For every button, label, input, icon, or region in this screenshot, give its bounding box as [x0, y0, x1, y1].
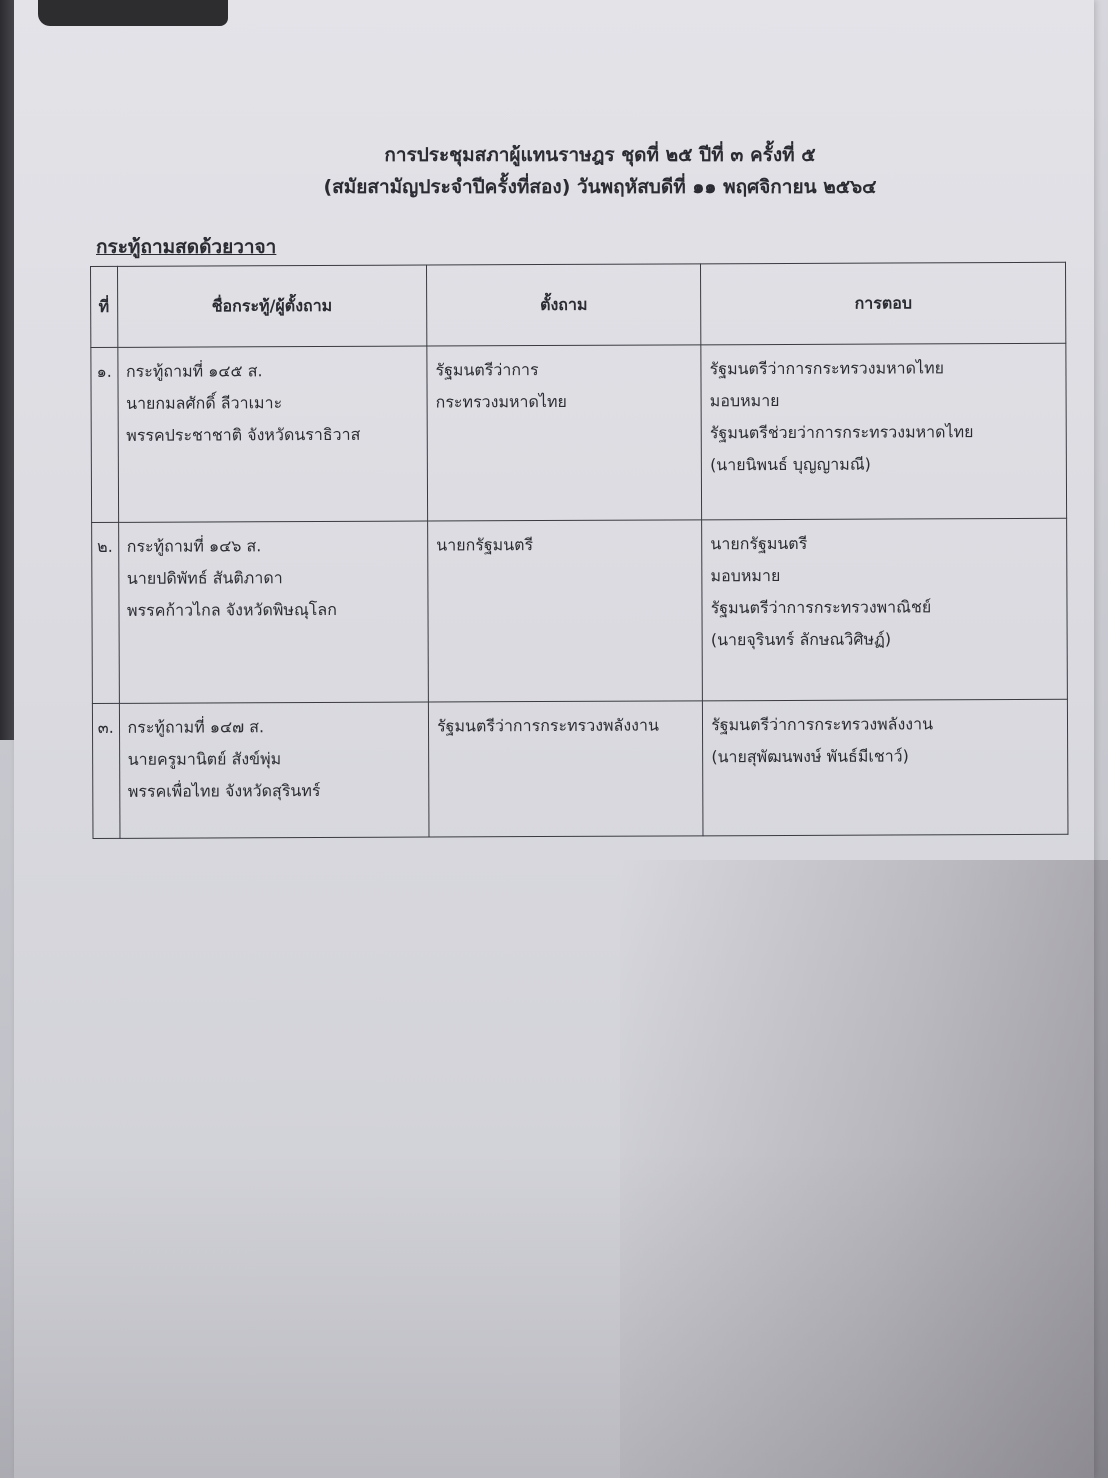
- row-name-cell: [119, 702, 429, 838]
- answer-line: นายกรัฐมนตรี: [710, 533, 808, 554]
- document-title-line1: การประชุมสภาผู้แทนราษฎร ชุดที่ ๒๕ ปีที่ ๓ ครั้งที่ ๕: [384, 144, 816, 166]
- row-ask-cell: [427, 345, 702, 521]
- interpellation-table: [90, 262, 1068, 839]
- section-heading: กระทู้ถามสดด้วยวาจา: [96, 236, 277, 258]
- answer-line: มอบหมาย: [709, 390, 780, 411]
- table-row: [92, 699, 1068, 838]
- row-number: ๑.: [91, 347, 118, 522]
- row-name-cell: [117, 346, 427, 522]
- answer-line: รัฐมนตรีว่าการกระทรวงพาณิชย์: [710, 597, 932, 618]
- header-ask: ตั้งถาม: [427, 264, 701, 346]
- row-number: ๓.: [92, 703, 119, 838]
- name-line: พรรคประชาชาติ จังหวัดนราธิวาส: [126, 424, 361, 445]
- table-row: [91, 343, 1067, 522]
- answer-line: (นายจุรินทร์ ลักษณวิศิษฏ์): [710, 629, 892, 650]
- row-answer-cell: [701, 343, 1067, 520]
- name-line: นายกมลศักดิ์ ลีวาเมาะ: [126, 393, 283, 413]
- row-answer-cell: [703, 699, 1068, 836]
- answer-line: รัฐมนตรีว่าการกระทรวงมหาดไทย: [709, 358, 945, 379]
- ask-line: นายกรัฐมนตรี: [436, 535, 534, 555]
- answer-line: (นายสุพัฒนพงษ์ พันธ์มีเชาว์): [711, 746, 909, 767]
- header-name: ชื่อกระทู้/ผู้ตั้งถาม: [117, 265, 427, 347]
- name-line: กระทู้ถามที่ ๑๔๕ ส.: [125, 361, 263, 381]
- answer-line: รัฐมนตรีช่วยว่าการกระทรวงมหาดไทย: [709, 422, 974, 443]
- name-line: กระทู้ถามที่ ๑๔๗ ส.: [127, 717, 265, 737]
- name-line: กระทู้ถามที่ ๑๔๖ ส.: [126, 536, 262, 556]
- document-title-line2: (สมัยสามัญประจำปีครั้งที่สอง) วันพฤหัสบดีที่ ๑๑ พฤศจิกายน ๒๕๖๔: [323, 176, 877, 198]
- ask-line: รัฐมนตรีว่าการกระทรวงพลังงาน: [437, 715, 659, 736]
- name-line: นายครูมานิตย์ สังข์พุ่ม: [127, 749, 282, 769]
- row-ask-cell: [428, 701, 703, 837]
- name-line: พรรคก้าวไกล จังหวัดพิษณุโลก: [126, 599, 337, 620]
- row-answer-cell: [702, 518, 1068, 701]
- name-line: พรรคเพื่อไทย จังหวัดสุรินทร์: [127, 780, 321, 801]
- row-ask-cell: [428, 520, 703, 702]
- row-name-cell: [118, 521, 428, 703]
- header-no: ที่: [91, 266, 118, 347]
- name-line: นายปดิพัทธ์ สันติภาดา: [126, 568, 283, 588]
- ask-line: รัฐมนตรีว่าการ: [435, 360, 539, 380]
- answer-line: รัฐมนตรีว่าการกระทรวงพลังงาน: [711, 714, 934, 735]
- redaction-mark: [38, 0, 228, 26]
- table-header-row: [91, 262, 1066, 347]
- answer-line: (นายนิพนธ์ บุญญามณี): [710, 454, 871, 475]
- table-row: [92, 518, 1068, 703]
- row-number: ๒.: [92, 522, 119, 703]
- ask-line: กระทรวงมหาดไทย: [435, 391, 567, 412]
- header-answer: การตอบ: [701, 262, 1066, 345]
- answer-line: มอบหมาย: [710, 565, 781, 586]
